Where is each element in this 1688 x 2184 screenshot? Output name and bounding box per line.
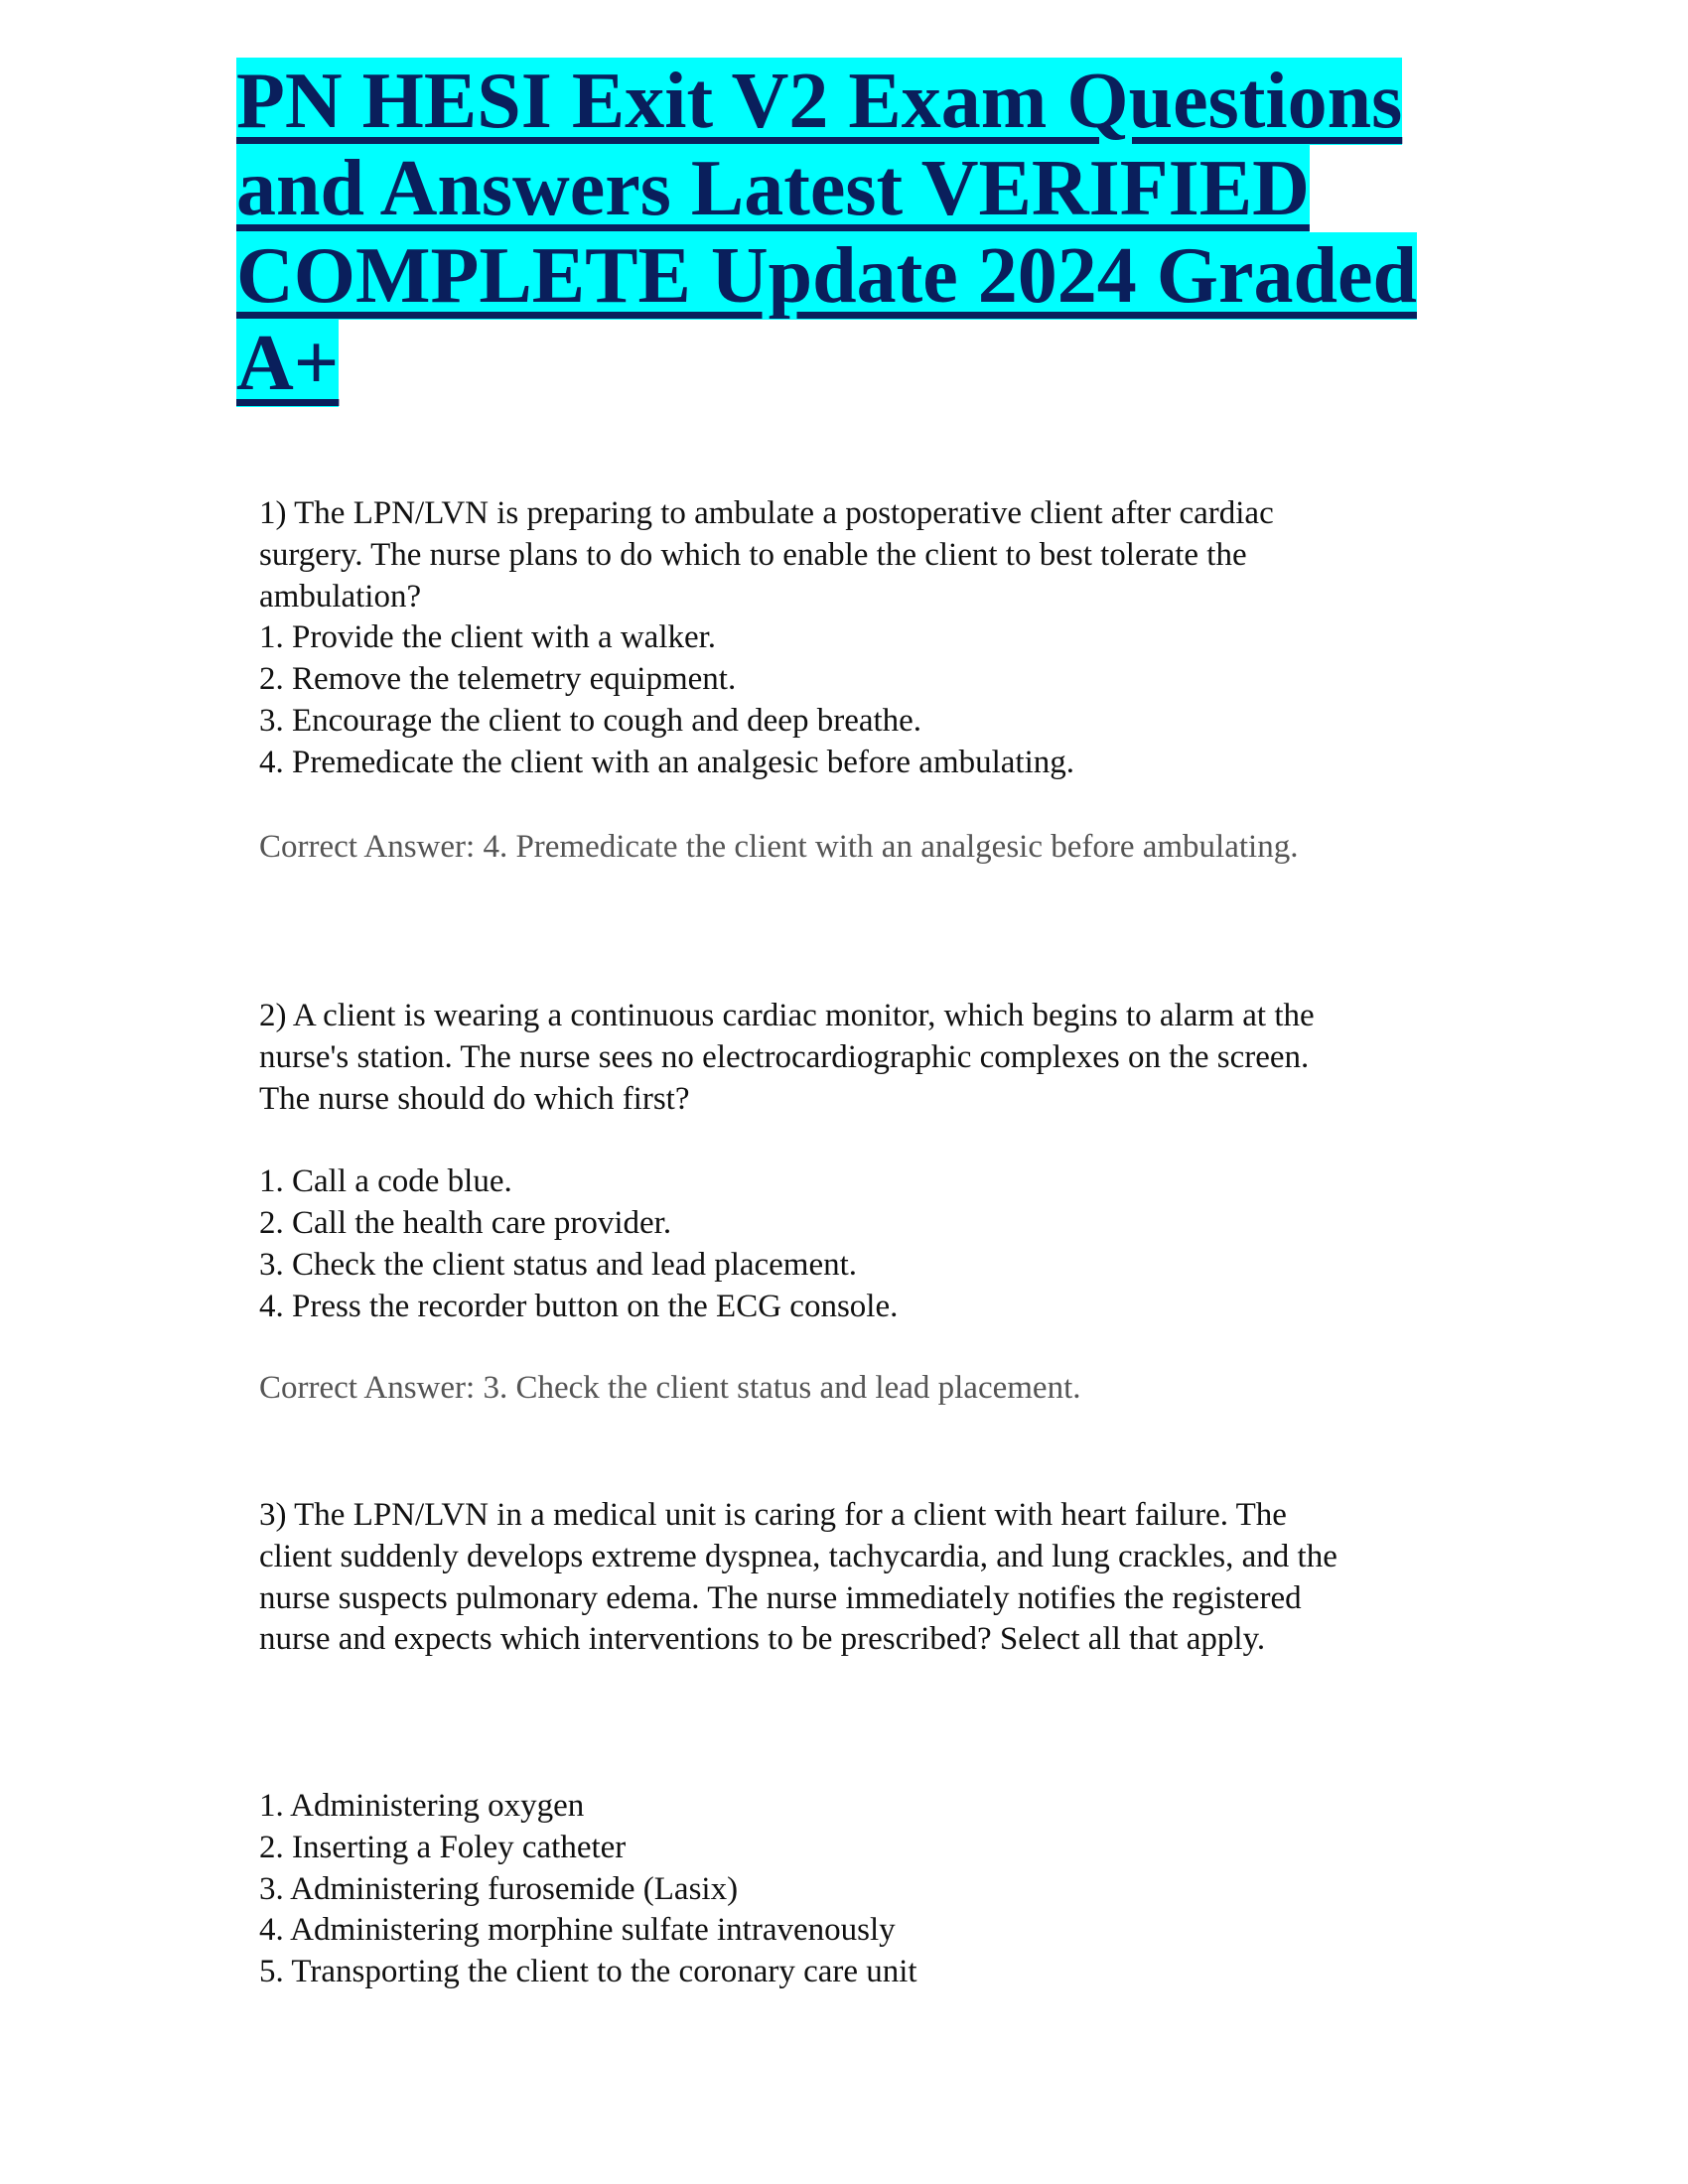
question-text: 2) A client is wearing a continuous cardiac monitor, which begins to alarm at the nurse's station. The nurse sees no electrocardiographic complexes on the screen. The nurse should do which first? xyxy=(259,998,1315,1117)
correct-answer-1: Correct Answer: 4. Premedicate the client with an analgesic before ambulating. xyxy=(259,829,1299,865)
document-title[interactable] xyxy=(236,58,1428,407)
question-3 xyxy=(259,1495,1351,1661)
correct-answer-2: Correct Answer: 3. Check the client status and lead placement. xyxy=(259,1370,1081,1406)
option: 4. Press the recorder button on the ECG console. xyxy=(259,1288,899,1324)
option: 3. Check the client status and lead placement. xyxy=(259,1246,858,1283)
question-text: 3) The LPN/LVN in a medical unit is caring for a client with heart failure. The client suddenly develops extreme dyspnea, tachycardia, and lung crackles, and the nurse suspects pulmonary edema. The nurse immediately notifies the registered nurse and expects which interventions to be prescribed? Select all that apply. xyxy=(259,1497,1337,1658)
question-3-options xyxy=(259,1786,1351,1993)
option: 2. Remove the telemetry equipment. xyxy=(259,661,737,698)
option: 4. Premedicate the client with an analgesic before ambulating. xyxy=(259,744,1075,780)
title-link[interactable]: PN HESI Exit V2 Exam Questions and Answers Latest VERIFIED COMPLETE Update 2024 Graded A+ xyxy=(236,58,1417,407)
option: 5. Transporting the client to the coronary care unit xyxy=(259,1954,917,1990)
question-2 xyxy=(259,996,1351,1327)
question-text: 1) The LPN/LVN is preparing to ambulate a postoperative client after cardiac surgery. The nurse plans to do which to enable the client to best tolerate the ambulation? xyxy=(259,495,1274,614)
option: 4. Administering morphine sulfate intravenously xyxy=(259,1912,896,1949)
option: 3. Administering furosemide (Lasix) xyxy=(259,1870,739,1907)
question-1 xyxy=(259,493,1351,784)
option: 1. Provide the client with a walker. xyxy=(259,619,717,656)
option: 2. Inserting a Foley catheter xyxy=(259,1829,627,1865)
option: 1. Administering oxygen xyxy=(259,1788,585,1824)
option: 3. Encourage the client to cough and deep breathe. xyxy=(259,702,922,739)
option: 1. Call a code blue. xyxy=(259,1163,512,1200)
option: 2. Call the health care provider. xyxy=(259,1204,672,1241)
